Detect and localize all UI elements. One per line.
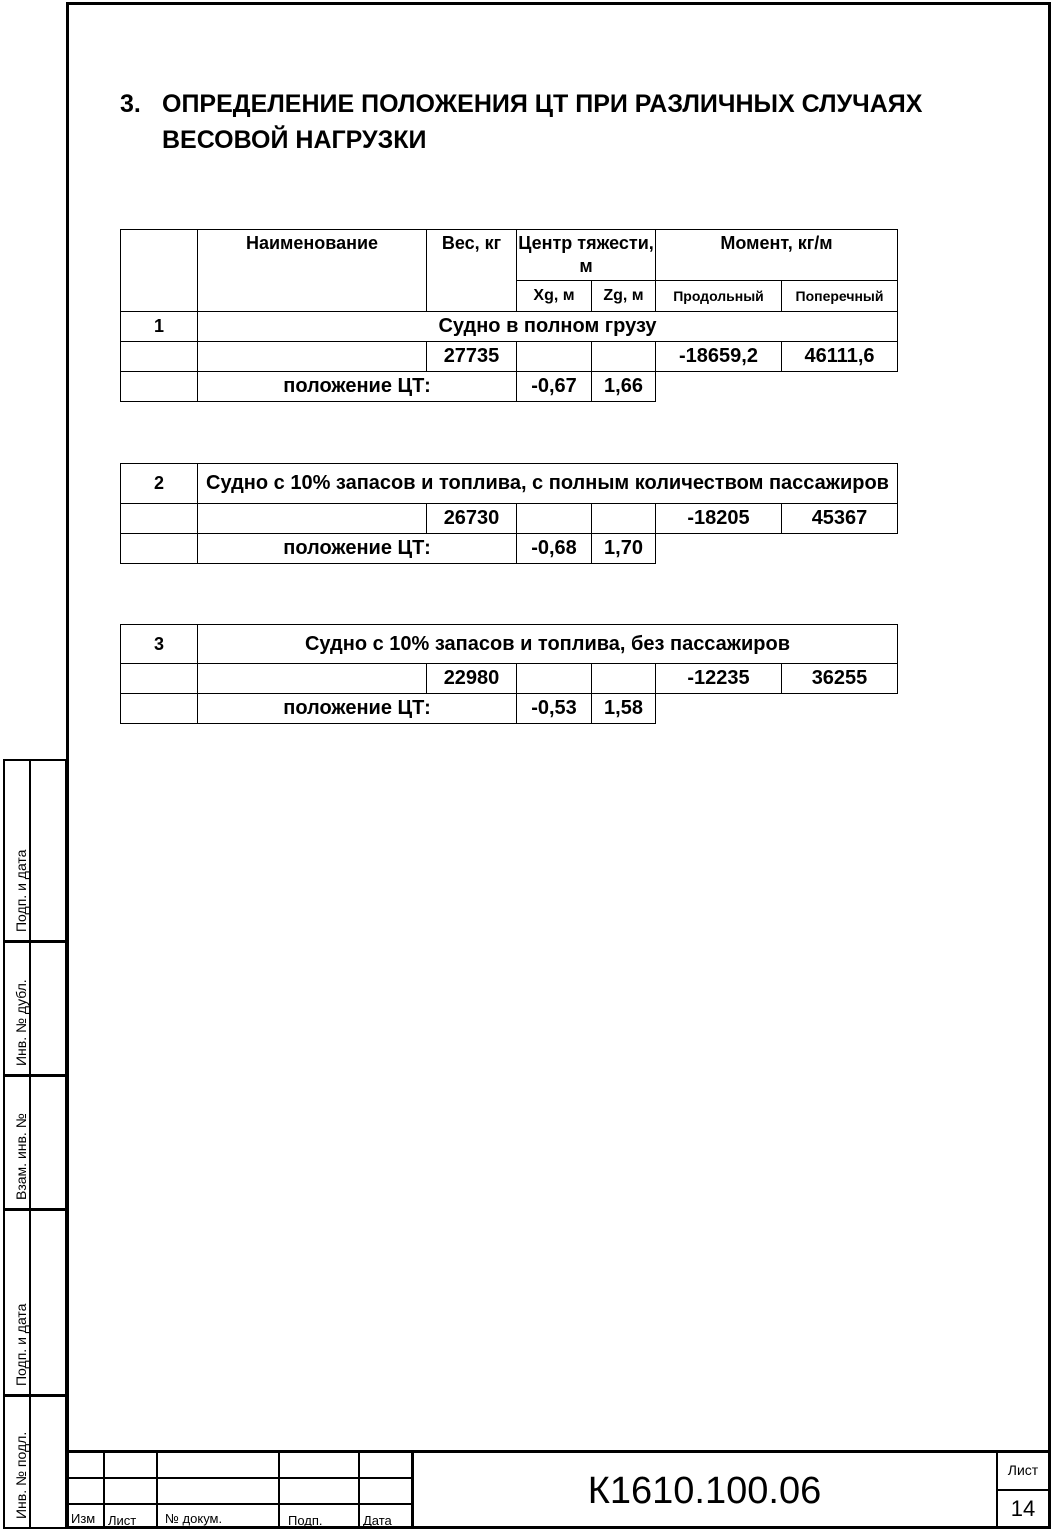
header-blank-cell <box>121 230 198 312</box>
case-title: Судно в полном грузу <box>198 312 898 342</box>
header-weight: Вес, кг <box>427 230 517 312</box>
side-label-sign-date-2: Подп. и дата <box>13 1303 29 1386</box>
case-title: Судно с 10% запасов и топлива, без пассажиров <box>198 625 898 664</box>
side-label-inv-dup: Инв. № дубл. <box>13 979 29 1066</box>
side-stamp-cell <box>3 941 31 1076</box>
header-longitudinal: Продольный <box>656 281 782 312</box>
side-label-replace-inv: Взам. инв. № <box>13 1113 29 1200</box>
moment-longitudinal-value: -12235 <box>656 664 782 694</box>
document-code: К1610.100.06 <box>587 1469 822 1512</box>
moment-longitudinal-value: -18205 <box>656 504 782 534</box>
cg-label: положение ЦТ: <box>198 694 517 724</box>
case-number: 1 <box>121 312 198 342</box>
label-doc-no: № докум. <box>165 1511 223 1526</box>
xg-value: -0,53 <box>517 694 592 724</box>
zg-value: 1,58 <box>592 694 656 724</box>
section-title: ОПРЕДЕЛЕНИЕ ПОЛОЖЕНИЯ ЦТ ПРИ РАЗЛИЧНЫХ СЛУЧАЯХ ВЕСОВОЙ НАГРУЗКИ <box>162 90 923 154</box>
cg-table-case-1 <box>120 229 898 402</box>
label-list: Лист <box>108 1513 137 1528</box>
header-transverse: Поперечный <box>782 281 898 312</box>
cg-table-case-2 <box>120 463 898 564</box>
side-stamp-cell <box>3 1209 31 1396</box>
cg-label: положение ЦТ: <box>198 534 517 564</box>
moment-longitudinal-value: -18659,2 <box>656 342 782 372</box>
moment-transverse-value: 36255 <box>782 664 898 694</box>
cg-label: положение ЦТ: <box>198 372 517 402</box>
side-stamp-cell <box>3 1395 31 1529</box>
xg-value: -0,68 <box>517 534 592 564</box>
side-label-sign-date: Подп. и дата <box>13 849 29 932</box>
header-name: Наименование <box>198 230 427 312</box>
side-stamp <box>3 759 67 1529</box>
xg-value: -0,67 <box>517 372 592 402</box>
zg-value: 1,70 <box>592 534 656 564</box>
sheet-label: Лист <box>1007 1462 1039 1478</box>
moment-transverse-value: 45367 <box>782 504 898 534</box>
weight-value: 22980 <box>427 664 517 694</box>
header-zg: Zg, м <box>592 281 656 312</box>
zg-value: 1,66 <box>592 372 656 402</box>
label-izm: Изм <box>71 1511 96 1526</box>
header-moment: Момент, кг/м <box>656 230 898 281</box>
case-number: 2 <box>121 464 198 504</box>
cg-table-case-3 <box>120 624 898 724</box>
header-xg: Xg, м <box>517 281 592 312</box>
moment-transverse-value: 46111,6 <box>782 342 898 372</box>
weight-value: 26730 <box>427 504 517 534</box>
label-sign: Подп. <box>288 1513 323 1528</box>
label-date: Дата <box>363 1513 392 1528</box>
sheet-number: 14 <box>1010 1496 1036 1521</box>
side-stamp-cell <box>3 759 31 942</box>
case-title: Судно с 10% запасов и топлива, с полным количеством пассажиров <box>198 464 898 504</box>
side-stamp-cell <box>3 1075 31 1210</box>
side-label-inv-orig: Инв. № подл. <box>13 1431 29 1519</box>
case-number: 3 <box>121 625 198 664</box>
section-number: 3. <box>120 90 141 118</box>
header-cg: Центр тяжести, м <box>517 230 656 281</box>
weight-value: 27735 <box>427 342 517 372</box>
